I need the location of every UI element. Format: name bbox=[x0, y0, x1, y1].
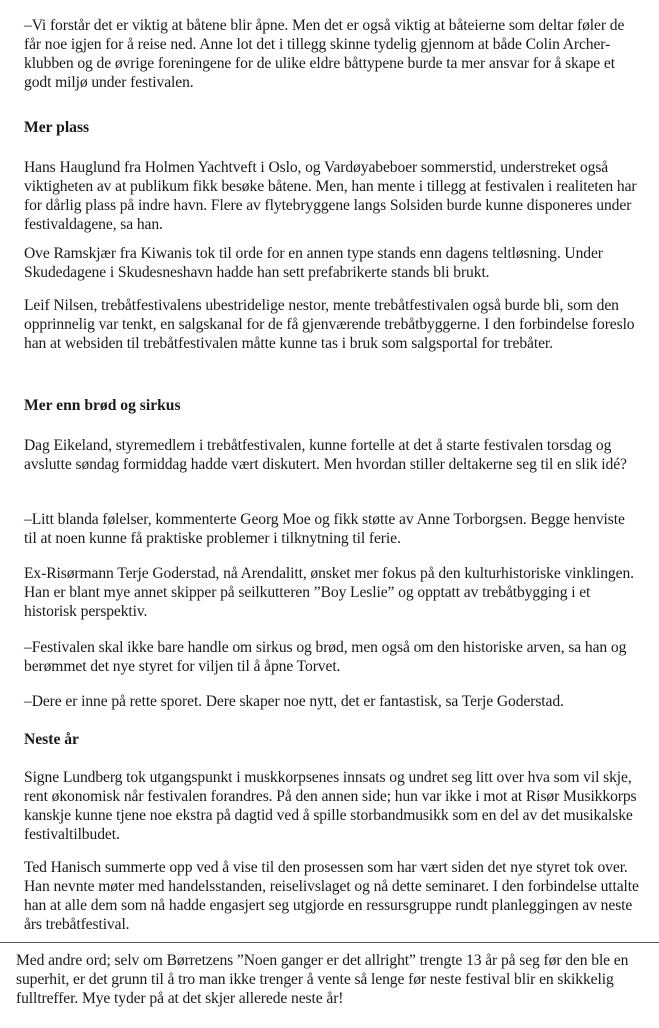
paragraph-hauglund bbox=[24, 158, 639, 234]
section-heading-mer-plass: Mer plass bbox=[24, 119, 90, 136]
paragraph-goderstad bbox=[24, 564, 639, 621]
paragraph-text: –Dere er inne på rette sporet. Dere skaper noe nytt, det er fantastisk, sa Terje Goderstad. bbox=[24, 693, 564, 710]
paragraph-text: Signe Lundberg tok utgangspunkt i muskkorpsenes innsats og undret seg litt over hva som vil skje, rent økonomisk når festivalen forandres. På den annen side; hun var ikke i mot at Risør Musikkorps kanskje kunne tjene noe ekstra på dagtid ved å spille storbandmusikk som en del av det musikalske festivaltilbudet. bbox=[24, 769, 637, 843]
paragraph-moe bbox=[24, 510, 639, 548]
section-heading-neste-ar: Neste år bbox=[24, 731, 79, 748]
paragraph-lundberg bbox=[24, 768, 639, 844]
paragraph-nilsen bbox=[24, 296, 639, 353]
paragraph-festivalen bbox=[24, 638, 639, 676]
paragraph-text: Hans Hauglund fra Holmen Yachtveft i Oslo, og Vardøyabeboer sommerstid, understreket også viktigheten av at publikum fikk besøke båtene. Men, han mente i tillegg at festivalen i realiteten har for dårlig plass på indre havn. Flere av flytebryggene langs Solsiden burde kunne disponeres under festivaldagene, sa han. bbox=[24, 159, 637, 233]
paragraph-eikeland bbox=[24, 436, 639, 474]
section-heading-mer-enn-brod: Mer enn brød og sirkus bbox=[24, 397, 181, 414]
divider-line bbox=[0, 942, 659, 943]
paragraph-text: Dag Eikeland, styremedlem i trebåtfestivalen, kunne fortelle at det å starte festivalen torsdag og avslutte søndag formiddag hadde vært diskutert. Men hvordan stiller deltakerne seg til en slik idé? bbox=[24, 437, 627, 473]
paragraph-text: Med andre ord; selv om Børretzens ”Noen ganger er det allright” trengte 13 år på seg før den ble en superhit, er det grunn til å tro man ikke trenger å vente så lenge før neste festival blir en skikkelig fulltreffer. Mye tyder på at det skjer allerede neste år! bbox=[16, 952, 629, 1007]
paragraph-text: –Vi forstår det er viktig at båtene blir åpne. Men det er også viktig at båteierne som deltar føler de får noe igjen for å reise ned. Anne lot det i tillegg skinne tydelig gjennom at både Colin Archer-klubben og de øvrige foreningene for de ulike eldre båttypene burde ta mer ansvar for å skape et godt miljø under festivalen. bbox=[24, 17, 625, 91]
paragraph-ramskjaer bbox=[24, 244, 639, 282]
closing-paragraph bbox=[16, 951, 644, 1008]
paragraph-text: Ted Hanisch summerte opp ved å vise til den prosessen som har vært siden det nye styret tok over. Han nevnte møter med handelsstanden, reiselivslaget og nå dette seminaret. I den forbindelse uttalte han at alle dem som nå hadde engasjert seg utgjorde en ressursgruppe rundt planleggingen av neste års trebåtfestival. bbox=[24, 859, 639, 933]
paragraph-text: –Litt blanda følelser, kommenterte Georg Moe og fikk støtte av Anne Torborgsen. Begge henviste til at noen kunne få praktiske problemer i tilknytning til ferie. bbox=[24, 511, 625, 547]
paragraph-text: Ove Ramskjær fra Kiwanis tok til orde for en annen type stands enn dagens teltløsning. Under Skudedagene i Skudesneshavn hadde han sett prefabrikerte stands bli brukt. bbox=[24, 245, 603, 281]
paragraph-hanisch bbox=[24, 858, 639, 934]
paragraph-text: Leif Nilsen, trebåtfestivalens ubestridelige nestor, mente trebåtfestivalen også burde bli, som den opprinnelig var tenkt, en salgskanal for de få gjenværende trebåtbyggerne. I den forbindelse foreslo han at websiden til trebåtfestivalen måtte kunne tas i bruk som salgsportal for trebåter. bbox=[24, 297, 635, 352]
paragraph-intro bbox=[24, 16, 639, 92]
paragraph-text: Ex-Risørmann Terje Goderstad, nå Arendalitt, ønsket mer fokus på den kulturhistoriske vinklingen. Han er blant mye annet skipper på seilkutteren ”Boy Leslie” og opptatt av trebåtbygging i et historisk perspektiv. bbox=[24, 565, 634, 620]
paragraph-rette-sporet bbox=[24, 692, 639, 711]
paragraph-text: –Festivalen skal ikke bare handle om sirkus og brød, men også om den historiske arven, sa han og berømmet det nye styret for viljen til å åpne Torvet. bbox=[24, 639, 627, 675]
